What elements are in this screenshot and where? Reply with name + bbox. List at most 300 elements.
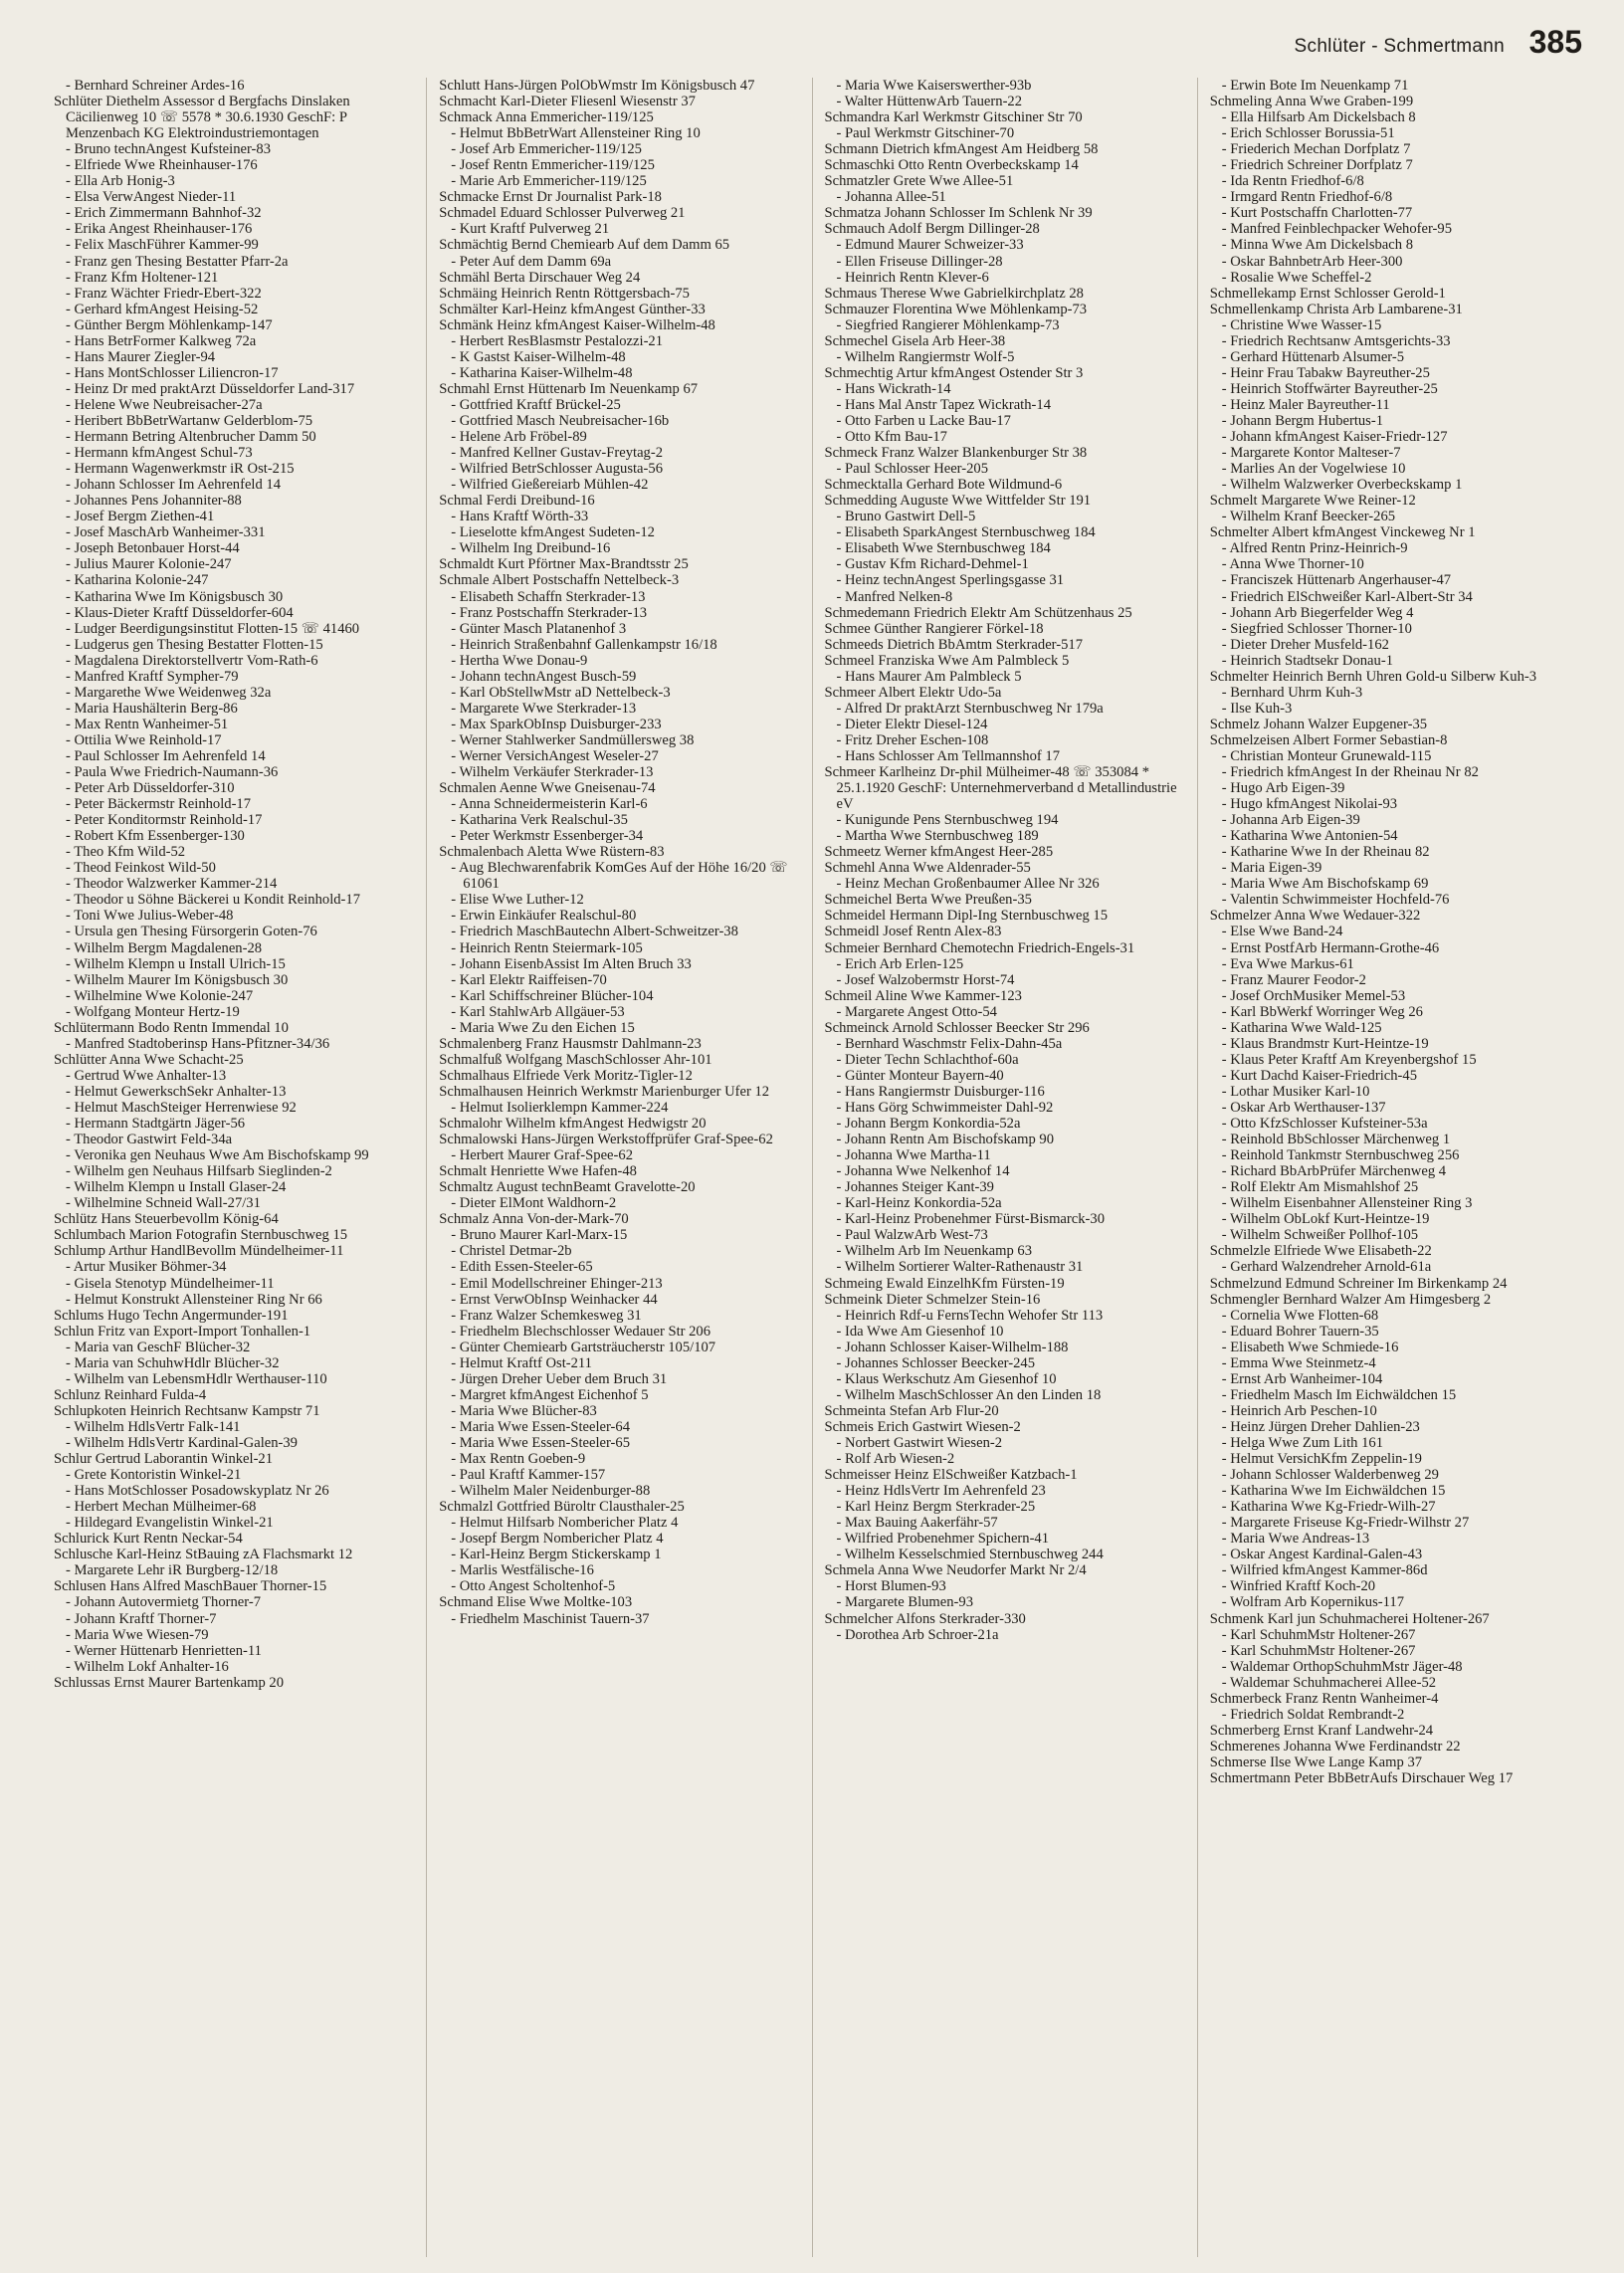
directory-entry: - Johann Arb Biegerfelder Weg 4 — [1221, 604, 1414, 621]
directory-entry: - Günter Masch Platanenhof 3 — [451, 620, 627, 637]
directory-entry: - Wilhelmine Schneid Wall-27/31 — [66, 1195, 261, 1212]
page-number: 385 — [1528, 24, 1582, 60]
directory-entry: - Karl-Heinz Konkordia-52a — [836, 1195, 1002, 1212]
directory-entry: Schmeel Franziska Wwe Am Palmbleck 5 — [824, 652, 1070, 669]
directory-entry: - Ludgerus gen Thesing Bestatter Flotten-15 — [66, 636, 323, 653]
directory-entry: - Erwin Einkäufer Realschul-80 — [451, 908, 637, 925]
directory-entry: - Lothar Musiker Karl-10 — [1221, 1083, 1370, 1100]
directory-entry: - Franz Maurer Feodor-2 — [1221, 971, 1366, 988]
directory-entry: - Josef Walzobermstr Horst-74 — [836, 971, 1015, 988]
directory-entry: - Hans MotSchlosser Posadowskyplatz Nr 26 — [66, 1483, 329, 1500]
directory-entry: - Fritz Dreher Eschen-108 — [836, 731, 989, 748]
directory-entry: Schmand Elise Wwe Moltke-103 — [439, 1594, 633, 1611]
directory-entry: - Katharine Wwe In der Rheinau 82 — [1221, 844, 1430, 861]
directory-entry: - Wilhelm MaschSchlosser An den Linden 18 — [836, 1386, 1102, 1403]
directory-entry: - Hans Mal Anstr Tapez Wickrath-14 — [836, 396, 1051, 413]
directory-entry: - Wilhelm gen Neuhaus Hilfsarb Sieglinden-2 — [66, 1163, 332, 1180]
directory-entry: Schmalz Anna Von-der-Mark-70 — [439, 1211, 629, 1228]
directory-entry: - Ellen Friseuse Dillinger-28 — [836, 253, 1003, 270]
directory-entry: - Paul Schlosser Heer-205 — [836, 461, 989, 478]
directory-entry: Schmächtig Bernd Chemiearb Auf dem Damm 65 — [439, 237, 730, 254]
directory-entry: Schmeing Ewald EinzelhKfm Fürsten-19 — [824, 1275, 1065, 1292]
directory-entry: - Ernst PostfArb Hermann-Grothe-46 — [1221, 939, 1440, 956]
directory-entry: Schmechtig Artur kfmAngest Ostender Str 3 — [824, 364, 1084, 381]
directory-entry: Schmeck Franz Walzer Blankenburger Str 38 — [824, 445, 1088, 462]
directory-entry: - Wilhelmine Wwe Kolonie-247 — [66, 987, 254, 1004]
directory-entry: - Heinz Dr med praktArzt Düsseldorfer Land-317 — [66, 380, 355, 397]
directory-entry: - Oskar BahnbetrArb Heer-300 — [1221, 253, 1403, 270]
directory-entry: - Paul Kraftf Kammer-157 — [451, 1467, 606, 1484]
directory-entry: - Ursula gen Thesing Fürsorgerin Goten-76 — [66, 924, 317, 940]
directory-entry: - Ella Hilfsarb Am Dickelsbach 8 — [1221, 109, 1416, 126]
directory-entry: - Heribert BbBetrWartanw Gelderblom-75 — [66, 412, 313, 429]
directory-entry: - Heinz Jürgen Dreher Dahlien-23 — [1221, 1418, 1420, 1435]
directory-entry: - Helga Wwe Zum Lith 161 — [1221, 1434, 1383, 1451]
directory-entry: - Aug Blechwarenfabrik KomGes Auf der Höhe 16/20 ☏ 61061 — [451, 860, 788, 893]
directory-entry: - Karl SchuhmMstr Holtener-267 — [1221, 1626, 1416, 1643]
directory-entry: Schmeis Erich Gastwirt Wiesen-2 — [824, 1418, 1021, 1435]
directory-entry: - Erika Angest Rheinhauser-176 — [66, 221, 253, 238]
directory-entry: - Katharina Kaiser-Wilhelm-48 — [451, 364, 633, 381]
directory-entry: - Bruno Gastwirt Dell-5 — [836, 509, 976, 525]
directory-entry: - Helmut MaschSteiger Herrenwiese 92 — [66, 1100, 297, 1116]
directory-entry: - Hans BetrFormer Kalkweg 72a — [66, 332, 257, 349]
directory-entry: - Ella Arb Honig-3 — [66, 173, 175, 190]
directory-entry: - Wolfgang Monteur Hertz-19 — [66, 1003, 240, 1020]
directory-entry: - Theodor Gastwirt Feld-34a — [66, 1132, 233, 1148]
directory-entry: Schmerenes Johanna Wwe Ferdinandstr 22 — [1209, 1738, 1461, 1755]
directory-entry: - Wilhelm Maler Neidenburger-88 — [451, 1483, 651, 1500]
directory-entry: - Johann kfmAngest Kaiser-Friedr-127 — [1221, 429, 1448, 446]
directory-entry: - Maria Wwe Wiesen-79 — [66, 1626, 209, 1643]
directory-entry: - Johann technAngest Busch-59 — [451, 668, 637, 685]
directory-entry: Schmähl Berta Dirschauer Weg 24 — [439, 269, 641, 286]
directory-entry: - Otto KfzSchlosser Kufsteiner-53a — [1221, 1116, 1428, 1133]
directory-entry: - Gisela Stenotyp Mündelheimer-11 — [66, 1275, 275, 1292]
directory-entry: - Johanna Wwe Martha-11 — [836, 1147, 991, 1164]
directory-entry: Schmalfuß Wolfgang MaschSchlosser Ahr-101 — [439, 1051, 712, 1068]
directory-entry: - Johann Bergm Konkordia-52a — [836, 1116, 1021, 1133]
directory-entry: Schmeidl Josef Rentn Alex-83 — [824, 924, 1002, 940]
directory-entry: Schmelz Johann Walzer Eupgener-35 — [1209, 716, 1428, 732]
directory-entry: - Gerhard Walzendreher Arnold-61a — [1221, 1259, 1432, 1276]
directory-entry: - Helene Arb Fröbel-89 — [451, 429, 587, 446]
directory-entry: - Wilhelm HdlsVertr Falk-141 — [66, 1418, 241, 1435]
directory-entry: - Wilhelm Walzwerker Overbeckskamp 1 — [1221, 477, 1463, 494]
directory-entry: - Irmgard Rentn Friedhof-6/8 — [1221, 189, 1393, 206]
directory-entry: - Margarete Friseuse Kg-Friedr-Wilhstr 27 — [1221, 1515, 1470, 1532]
directory-entry: - Karl Heinz Bergm Sterkrader-25 — [836, 1499, 1036, 1516]
directory-entry: - Maria Wwe Essen-Steeler-64 — [451, 1418, 631, 1435]
directory-entry: - Wilfried BetrSchlosser Augusta-56 — [451, 461, 663, 478]
directory-entry: - Else Wwe Band-24 — [1221, 924, 1343, 940]
directory-entry: - Robert Kfm Essenberger-130 — [66, 828, 245, 845]
directory-entry: - Klaus Werkschutz Am Giesenhof 10 — [836, 1370, 1057, 1387]
directory-entry: Schmadel Eduard Schlosser Pulverweg 21 — [439, 205, 686, 222]
directory-entry: - Helmut Konstrukt Allensteiner Ring Nr 66 — [66, 1291, 322, 1308]
directory-entry: - Klaus Peter Kraftf Am Kreyenbergshof 15 — [1221, 1051, 1477, 1068]
directory-entry: - Bruno Maurer Karl-Marx-15 — [451, 1227, 628, 1244]
directory-entry: - Josef Arb Emmericher-119/125 — [451, 141, 642, 158]
directory-entry: - Josepf Bergm Nombericher Platz 4 — [451, 1531, 664, 1548]
directory-entry: Schmeier Bernhard Chemotechn Friedrich-Engels-31 — [824, 939, 1135, 956]
directory-entry: - Helmut GewerkschSekr Anhalter-13 — [66, 1083, 287, 1100]
directory-entry: - Margret kfmAngest Eichenhof 5 — [451, 1386, 649, 1403]
directory-entry: Schmeling Anna Wwe Graben-199 — [1209, 94, 1414, 110]
directory-entry: - Hans Schlosser Am Tellmannshof 17 — [836, 747, 1060, 764]
directory-entry: - Johannes Pens Johanniter-88 — [66, 493, 242, 510]
directory-entry: Schmellenkamp Christa Arb Lambarene-31 — [1209, 301, 1463, 317]
directory-entry: - Hans Maurer Ziegler-94 — [66, 348, 216, 365]
directory-entry: Schlusen Hans Alfred MaschBauer Thorner-15 — [54, 1578, 327, 1595]
directory-entry: - Josef OrchMusiker Memel-53 — [1221, 987, 1406, 1004]
directory-entry: - Elise Wwe Luther-12 — [451, 892, 584, 909]
directory-entry: - Wilhelm Ing Dreibund-16 — [451, 540, 611, 557]
directory-entry: - Cornelia Wwe Flotten-68 — [1221, 1307, 1379, 1324]
directory-entry: - Helmut BbBetrWart Allensteiner Ring 10 — [451, 125, 701, 142]
directory-entry: - Friedhelm Masch Im Eichwäldchen 15 — [1221, 1386, 1457, 1403]
directory-entry: - Wilhelm Sortierer Walter-Rathenaustr 31 — [836, 1259, 1084, 1276]
directory-entry: - Wolfram Arb Kopernikus-117 — [1221, 1594, 1404, 1611]
directory-entry: - Manfred Kellner Gustav-Freytag-2 — [451, 445, 663, 462]
directory-entry: - Heinrich Straßenbahnf Gallenkampstr 16/18 — [451, 636, 717, 653]
directory-entry: - Maria van GeschF Blücher-32 — [66, 1339, 251, 1355]
directory-column-3 — [821, 78, 1198, 2257]
directory-entry: Schlütter Anna Wwe Schacht-25 — [54, 1051, 244, 1068]
directory-entry: - Max Bauing Aakerfähr-57 — [836, 1515, 998, 1532]
directory-entry: - Heinz Maler Bayreuther-11 — [1221, 396, 1390, 413]
directory-entry: - Waldemar OrthopSchuhmMstr Jäger-48 — [1221, 1658, 1463, 1675]
directory-entry: Schlun Fritz van Export-Import Tonhallen-1 — [54, 1323, 311, 1340]
directory-entry: Schlums Hugo Techn Angermunder-191 — [54, 1307, 289, 1324]
directory-entry: - Klaus-Dieter Kraftf Düsseldorfer-604 — [66, 604, 294, 621]
directory-entry: - Wilhelm Schweißer Pollhof-105 — [1221, 1227, 1419, 1244]
directory-entry: - Julius Maurer Kolonie-247 — [66, 556, 232, 573]
directory-entry: - Maria Wwe Blücher-83 — [451, 1402, 597, 1419]
directory-entry: - Katharina Wwe Im Eichwäldchen 15 — [1221, 1483, 1446, 1500]
directory-entry: - Kurt Postschaffn Charlotten-77 — [1221, 205, 1413, 222]
directory-entry: - Werner Stahlwerker Sandmüllersweg 38 — [451, 731, 695, 748]
directory-entry: - Klaus Brandmstr Kurt-Heintze-19 — [1221, 1035, 1429, 1052]
directory-entry: - Wilhelm Lokf Anhalter-16 — [66, 1658, 229, 1675]
directory-entry: Schmalt Henriette Wwe Hafen-48 — [439, 1163, 637, 1180]
directory-entry: - Hans Rangiermstr Duisburger-116 — [836, 1083, 1045, 1100]
directory-entry: - Maria Wwe Essen-Steeler-65 — [451, 1434, 631, 1451]
directory-entry: Schmeidel Hermann Dipl-Ing Sternbuschweg 15 — [824, 908, 1109, 925]
directory-entry: - Manfred Nelken-8 — [836, 588, 953, 605]
directory-entry: - Maria Eigen-39 — [1221, 860, 1322, 877]
directory-entry: - Hildegard Evangelistin Winkel-21 — [66, 1515, 274, 1532]
directory-entry: - Hermann Stadtgärtn Jäger-56 — [66, 1116, 246, 1133]
directory-entry: - Rolf Arb Wiesen-2 — [836, 1451, 955, 1468]
directory-entry: - Elsa VerwAngest Nieder-11 — [66, 189, 237, 206]
directory-entry: - Edmund Maurer Schweizer-33 — [836, 237, 1024, 254]
directory-entry: Schmack Anna Emmericher-119/125 — [439, 109, 654, 126]
directory-entry: Schmandra Karl Werkmstr Gitschiner Str 70 — [824, 109, 1083, 126]
directory-entry: - Hermann Wagenwerkmstr iR Ost-215 — [66, 461, 295, 478]
directory-entry: Schlüter Diethelm Assessor d Bergfachs Dinslaken Cäcilienweg 10 ☏ 5578 * 30.6.1930 GeschF: P Menzenbach KG Elektroindustriemontagen — [54, 94, 350, 142]
directory-entry: Schmecktalla Gerhard Bote Wildmund-6 — [824, 477, 1063, 494]
directory-entry: - Katharina Wwe Antonien-54 — [1221, 828, 1398, 845]
directory-entry: - Johann Kraftf Thorner-7 — [66, 1610, 217, 1627]
directory-entry: - Artur Musiker Böhmer-34 — [66, 1259, 227, 1276]
directory-entry: Schmedemann Friedrich Elektr Am Schützenhaus 25 — [824, 604, 1132, 621]
directory-entry: - Franz Postschaffn Sterkrader-13 — [451, 604, 648, 621]
directory-entry: - Theodor Walzwerker Kammer-214 — [66, 876, 278, 893]
directory-entry: Schmacht Karl-Dieter Fliesenl Wiesenstr 37 — [439, 94, 696, 110]
directory-entry: Schmale Albert Postschaffn Nettelbeck-3 — [439, 572, 680, 589]
directory-entry: - Katharina Kolonie-247 — [66, 572, 209, 589]
directory-entry: - Erich Arb Erlen-125 — [836, 955, 964, 972]
directory-entry: - Bruno technAngest Kufsteiner-83 — [66, 141, 271, 158]
directory-entry: - Dieter Dreher Musfeld-162 — [1221, 636, 1389, 653]
directory-entry: - Friedhelm Blechschlosser Wedauer Str 206 — [451, 1323, 711, 1340]
directory-entry: - Edith Essen-Steeler-65 — [451, 1259, 593, 1276]
directory-entry: Schmelcher Alfons Sterkrader-330 — [824, 1610, 1026, 1627]
directory-entry: Schlupkoten Heinrich Rechtsanw Kampstr 71 — [54, 1402, 320, 1419]
directory-entry: - Johann Bergm Hubertus-1 — [1221, 412, 1384, 429]
directory-entry: - Josef Rentn Emmericher-119/125 — [451, 157, 655, 174]
directory-entry: - Manfred Stadtoberinsp Hans-Pfitzner-34/36 — [66, 1035, 330, 1052]
directory-entry: - Waldemar Schuhmacherei Allee-52 — [1221, 1674, 1437, 1691]
directory-entry: - Karl Elektr Raiffeisen-70 — [451, 971, 607, 988]
directory-entry: - Werner Hüttenarb Henrietten-11 — [66, 1642, 262, 1659]
directory-entry: - Toni Wwe Julius-Weber-48 — [66, 908, 234, 925]
directory-entry: - Peter Bäckermstr Reinhold-17 — [66, 796, 252, 813]
directory-columns — [50, 78, 1582, 2257]
directory-entry: - Bernhard Schreiner Ardes-16 — [66, 78, 245, 94]
directory-entry: Schmäing Heinrich Rentn Röttgersbach-75 — [439, 285, 690, 302]
directory-entry: - Karl StahlwArb Allgäuer-53 — [451, 1003, 625, 1020]
directory-entry: Schmalhausen Heinrich Werkmstr Marienburger Ufer 12 — [439, 1083, 770, 1100]
directory-entry: - Hans MontSchlosser Liliencron-17 — [66, 364, 279, 381]
directory-entry: - Ida Rentn Friedhof-6/8 — [1221, 173, 1364, 190]
directory-entry: Schmela Anna Wwe Neudorfer Markt Nr 2/4 — [824, 1562, 1087, 1579]
directory-entry: Schmengler Bernhard Walzer Am Himgesberg 2 — [1209, 1291, 1492, 1308]
directory-entry: - Alfred Dr praktArzt Sternbuschweg Nr 179a — [836, 700, 1104, 717]
directory-entry: - Jürgen Dreher Ueber dem Bruch 31 — [451, 1370, 668, 1387]
directory-entry: - Herbert Mechan Mülheimer-68 — [66, 1499, 257, 1516]
directory-column-2 — [435, 78, 812, 2257]
directory-entry: - Johann Autovermietg Thorner-7 — [66, 1594, 262, 1611]
directory-entry: Schmaldt Kurt Pförtner Max-Brandtsstr 25 — [439, 556, 689, 573]
directory-entry: - Theo Kfm Wild-52 — [66, 844, 186, 861]
directory-entry: - Richard BbArbPrüfer Märchenweg 4 — [1221, 1163, 1447, 1180]
directory-entry: - Manfred Kraftf Sympher-79 — [66, 668, 239, 685]
directory-entry: - Margarete Wwe Sterkrader-13 — [451, 700, 637, 717]
directory-entry: - Franz gen Thesing Bestatter Pfarr-2a — [66, 253, 289, 270]
directory-entry: - Johanna Allee-51 — [836, 189, 946, 206]
directory-entry: Schmelzeisen Albert Former Sebastian-8 — [1209, 731, 1448, 748]
directory-entry: - Wilhelm Kranf Beecker-265 — [1221, 509, 1396, 525]
directory-entry: - Hans Wickrath-14 — [836, 380, 951, 397]
directory-entry: Schmenk Karl jun Schuhmacherei Holtener-267 — [1209, 1610, 1490, 1627]
directory-entry: - Felix MaschFührer Kammer-99 — [66, 237, 259, 254]
directory-entry: - Horst Blumen-93 — [836, 1578, 946, 1595]
directory-entry: - Minna Wwe Am Dickelsbach 8 — [1221, 237, 1413, 254]
directory-entry: - Günther Bergm Möhlenkamp-147 — [66, 316, 273, 333]
directory-entry: - Peter Werkmstr Essenberger-34 — [451, 828, 644, 845]
directory-entry: - Maria Haushälterin Berg-86 — [66, 700, 238, 717]
directory-entry: - Norbert Gastwirt Wiesen-2 — [836, 1434, 1003, 1451]
directory-entry: - Johann Schlosser Walderbenweg 29 — [1221, 1467, 1439, 1484]
directory-entry: - Franz Wächter Friedr-Ebert-322 — [66, 285, 262, 302]
directory-entry: Schmelt Margarete Wwe Reiner-12 — [1209, 493, 1416, 510]
directory-entry: - Maria Wwe Kaiserswerther-93b — [836, 78, 1032, 94]
directory-entry: Schmalhaus Elfriede Verk Moritz-Tigler-12 — [439, 1067, 693, 1084]
directory-entry: - Helmut Kraftf Ost-211 — [451, 1354, 592, 1371]
directory-entry: - Maria van SchuhwHdlr Blücher-32 — [66, 1354, 280, 1371]
directory-entry: Schmelzund Edmund Schreiner Im Birkenkamp 24 — [1209, 1275, 1508, 1292]
directory-entry: - Karl BbWerkf Worringer Weg 26 — [1221, 1003, 1423, 1020]
directory-entry: Schlussas Ernst Maurer Bartenkamp 20 — [54, 1674, 285, 1691]
directory-entry: Schmauzer Florentina Wwe Möhlenkamp-73 — [824, 301, 1088, 317]
directory-entry: Schlurick Kurt Rentn Neckar-54 — [54, 1531, 243, 1548]
directory-entry: Schmann Dietrich kfmAngest Am Heidberg 58 — [824, 141, 1099, 158]
directory-entry: - Hans Kraftf Wörth-33 — [451, 509, 589, 525]
directory-entry: - Veronika gen Neuhaus Wwe Am Bischofskamp 99 — [66, 1147, 369, 1164]
directory-entry: - Margarete Angest Otto-54 — [836, 1003, 997, 1020]
directory-entry: - Hugo kfmAngest Nikolai-93 — [1221, 796, 1398, 813]
directory-entry: - Werner VersichAngest Weseler-27 — [451, 747, 659, 764]
directory-entry: - Wilfried Gießereiarb Mühlen-42 — [451, 477, 649, 494]
directory-entry: - Marie Arb Emmericher-119/125 — [451, 173, 647, 190]
directory-entry: Schmauch Adolf Bergm Dillinger-28 — [824, 221, 1040, 238]
directory-entry: - Heinz technAngest Sperlingsgasse 31 — [836, 572, 1065, 589]
directory-entry: - Wilhelm van LebensmHdlr Werthauser-110 — [66, 1370, 327, 1387]
directory-entry: - Max Rentn Wanheimer-51 — [66, 716, 229, 732]
directory-entry: Schlumbach Marion Fotografin Sternbuschweg 15 — [54, 1227, 348, 1244]
directory-entry: - Franz Walzer Schemkesweg 31 — [451, 1307, 642, 1324]
directory-entry: - Paul Schlosser Im Aehrenfeld 14 — [66, 747, 266, 764]
directory-entry: - Elisabeth SparkAngest Sternbuschweg 184 — [836, 524, 1096, 541]
directory-entry: - Christine Wwe Wasser-15 — [1221, 316, 1382, 333]
directory-entry: Schmatza Johann Schlosser Im Schlenk Nr 39 — [824, 205, 1093, 222]
directory-entry: - Katharina Wwe Im Königsbusch 30 — [66, 588, 284, 605]
directory-entry: Schmechel Gisela Arb Heer-38 — [824, 332, 1006, 349]
directory-entry: - Herbert Maurer Graf-Spee-62 — [451, 1147, 633, 1164]
directory-entry: Schlutt Hans-Jürgen PolObWmstr Im Königsbusch 47 — [439, 78, 755, 94]
directory-entry: - Wilhelm Verkäufer Sterkrader-13 — [451, 764, 654, 781]
directory-entry: - Wilhelm Klempn u Install Ulrich-15 — [66, 955, 286, 972]
directory-entry: - Johanna Wwe Nelkenhof 14 — [836, 1163, 1010, 1180]
directory-entry: Schmahl Ernst Hüttenarb Im Neuenkamp 67 — [439, 380, 699, 397]
directory-entry: - Ernst Arb Wanheimer-104 — [1221, 1370, 1383, 1387]
directory-entry: Schmänk Heinz kfmAngest Kaiser-Wilhelm-48 — [439, 316, 715, 333]
directory-entry: - Heinrich Stoffwärter Bayreuther-25 — [1221, 380, 1438, 397]
directory-entry: - Wilhelm Eisenbahner Allensteiner Ring 3 — [1221, 1195, 1473, 1212]
directory-entry: - Heinrich Rentn Steiermark-105 — [451, 939, 643, 956]
directory-entry: - Elfriede Wwe Rheinhauser-176 — [66, 157, 258, 174]
directory-entry: - Hans Görg Schwimmeister Dahl-92 — [836, 1100, 1054, 1116]
directory-entry: - Gerhard kfmAngest Heising-52 — [66, 301, 259, 317]
directory-entry: - Franciszek Hüttenarb Angerhauser-47 — [1221, 572, 1452, 589]
directory-entry: - Wilhelm Maurer Im Königsbusch 30 — [66, 971, 289, 988]
directory-entry: - Dieter Techn Schlachthof-60a — [836, 1051, 1019, 1068]
directory-entry: - Ida Wwe Am Giesenhof 10 — [836, 1323, 1004, 1340]
directory-entry: - Paul WalzwArb West-73 — [836, 1227, 988, 1244]
directory-entry: Schmertmann Peter BbBetrAufs Dirschauer Weg 17 — [1209, 1769, 1514, 1786]
directory-entry: - Oskar Arb Werthauser-137 — [1221, 1100, 1386, 1116]
directory-entry: - Elisabeth Schaffn Sterkrader-13 — [451, 588, 646, 605]
directory-entry: - Manfred Feinblechpacker Wehofer-95 — [1221, 221, 1453, 238]
directory-entry: - Katharina Wwe Wald-125 — [1221, 1019, 1382, 1036]
directory-entry: - Johanna Arb Eigen-39 — [1221, 812, 1360, 829]
directory-entry: - Katharina Wwe Kg-Friedr-Wilh-27 — [1221, 1499, 1436, 1516]
directory-entry: - Hertha Wwe Donau-9 — [451, 652, 588, 669]
directory-entry: - Karl-Heinz Probenehmer Fürst-Bismarck-30 — [836, 1211, 1105, 1228]
directory-entry: - Otto Kfm Bau-17 — [836, 429, 947, 446]
directory-entry: - Walter HüttenwArb Tauern-22 — [836, 94, 1023, 110]
directory-entry: - Helene Wwe Neubreisacher-27a — [66, 396, 263, 413]
directory-entry: - Wilhelm Arb Im Neuenkamp 63 — [836, 1243, 1033, 1260]
directory-entry: Schmelzle Elfriede Wwe Elisabeth-22 — [1209, 1243, 1432, 1260]
directory-entry: - Günter Monteur Bayern-40 — [836, 1067, 1004, 1084]
directory-entry: - Eduard Bohrer Tauern-35 — [1221, 1323, 1379, 1340]
directory-entry: - Martha Wwe Sternbuschweg 189 — [836, 828, 1039, 845]
directory-entry: - Erich Zimmermann Bahnhof-32 — [66, 205, 262, 222]
directory-entry: - Heinrich Rentn Klever-6 — [836, 269, 989, 286]
directory-entry: - Maria Wwe Zu den Eichen 15 — [451, 1019, 635, 1036]
directory-entry: - Helmut Isolierklempn Kammer-224 — [451, 1100, 669, 1116]
directory-entry: - Wilhelm Bergm Magdalenen-28 — [66, 939, 263, 956]
directory-entry: - Johann EisenbAssist Im Alten Bruch 33 — [451, 955, 692, 972]
directory-entry: Schmelter Albert kfmAngest Vinckeweg Nr 1 — [1209, 524, 1476, 541]
directory-entry: - Friedrich MaschBautechn Albert-Schweitzer-38 — [451, 924, 738, 940]
directory-entry: - Anna Wwe Thorner-10 — [1221, 556, 1364, 573]
directory-entry: - Dorothea Arb Schroer-21a — [836, 1626, 999, 1643]
directory-entry: Schmeichel Berta Wwe Preußen-35 — [824, 892, 1032, 909]
directory-entry: - Grete Kontoristin Winkel-21 — [66, 1467, 242, 1484]
directory-entry: - Hermann Betring Altenbrucher Damm 50 — [66, 429, 316, 446]
directory-entry: - Wilfried kfmAngest Kammer-86d — [1221, 1562, 1428, 1579]
directory-entry: - Rosalie Wwe Scheffel-2 — [1221, 269, 1372, 286]
directory-entry: Schlur Gertrud Laborantin Winkel-21 — [54, 1451, 274, 1468]
directory-entry: - Gottfried Kraftf Brückel-25 — [451, 396, 621, 413]
directory-entry: - Paul Werkmstr Gitschiner-70 — [836, 125, 1015, 142]
directory-entry: Schmeinck Arnold Schlosser Beecker Str 296 — [824, 1019, 1090, 1036]
directory-entry: - Peter Konditormstr Reinhold-17 — [66, 812, 263, 829]
directory-entry: - Margarete Blumen-93 — [836, 1594, 974, 1611]
directory-entry: Schmedding Auguste Wwe Wittfelder Str 191 — [824, 493, 1092, 510]
directory-entry: - Gertrud Wwe Anhalter-13 — [66, 1067, 227, 1084]
directory-entry: - Kurt Dachd Kaiser-Friedrich-45 — [1221, 1067, 1417, 1084]
directory-entry: - Otto Angest Scholtenhof-5 — [451, 1578, 616, 1595]
directory-entry: - Kurt Kraftf Pulverweg 21 — [451, 221, 610, 238]
directory-entry: - Helmut VersichKfm Zeppelin-19 — [1221, 1451, 1422, 1468]
directory-entry: Schmälter Karl-Heinz kfmAngest Günther-33 — [439, 301, 706, 317]
directory-entry: Schmeetz Werner kfmAngest Heer-285 — [824, 844, 1054, 861]
directory-entry: - Erich Schlosser Borussia-51 — [1221, 125, 1395, 142]
directory-entry: - Christel Detmar-2b — [451, 1243, 572, 1260]
directory-entry: - Marlies An der Vogelwiese 10 — [1221, 461, 1406, 478]
directory-entry: - Heinrich Arb Peschen-10 — [1221, 1402, 1377, 1419]
directory-entry: Schmalohr Wilhelm kfmAngest Hedwigstr 20 — [439, 1116, 707, 1133]
directory-entry: - Friederich Mechan Dorfplatz 7 — [1221, 141, 1411, 158]
directory-entry: Schmalzl Gottfried Büroltr Clausthaler-25 — [439, 1499, 685, 1516]
directory-entry: - Dieter Elektr Diesel-124 — [836, 716, 988, 732]
directory-entry: Schmaschki Otto Rentn Overbeckskamp 14 — [824, 157, 1079, 174]
directory-entry: - Rolf Elektr Am Mismahlshof 25 — [1221, 1179, 1419, 1196]
directory-entry: - Elisabeth Wwe Sternbuschweg 184 — [836, 540, 1051, 557]
directory-entry: - Ilse Kuh-3 — [1221, 700, 1293, 717]
directory-entry: - Johann Schlosser Im Aehrenfeld 14 — [66, 477, 282, 494]
directory-entry: - Bernhard Uhrm Kuh-3 — [1221, 684, 1363, 701]
directory-entry: - Elisabeth Wwe Schmiede-16 — [1221, 1339, 1399, 1355]
directory-entry: - Katharina Verk Realschul-35 — [451, 812, 628, 829]
directory-entry: - Marlis Westfälische-16 — [451, 1562, 594, 1579]
directory-entry: - Hermann kfmAngest Schul-73 — [66, 445, 253, 462]
